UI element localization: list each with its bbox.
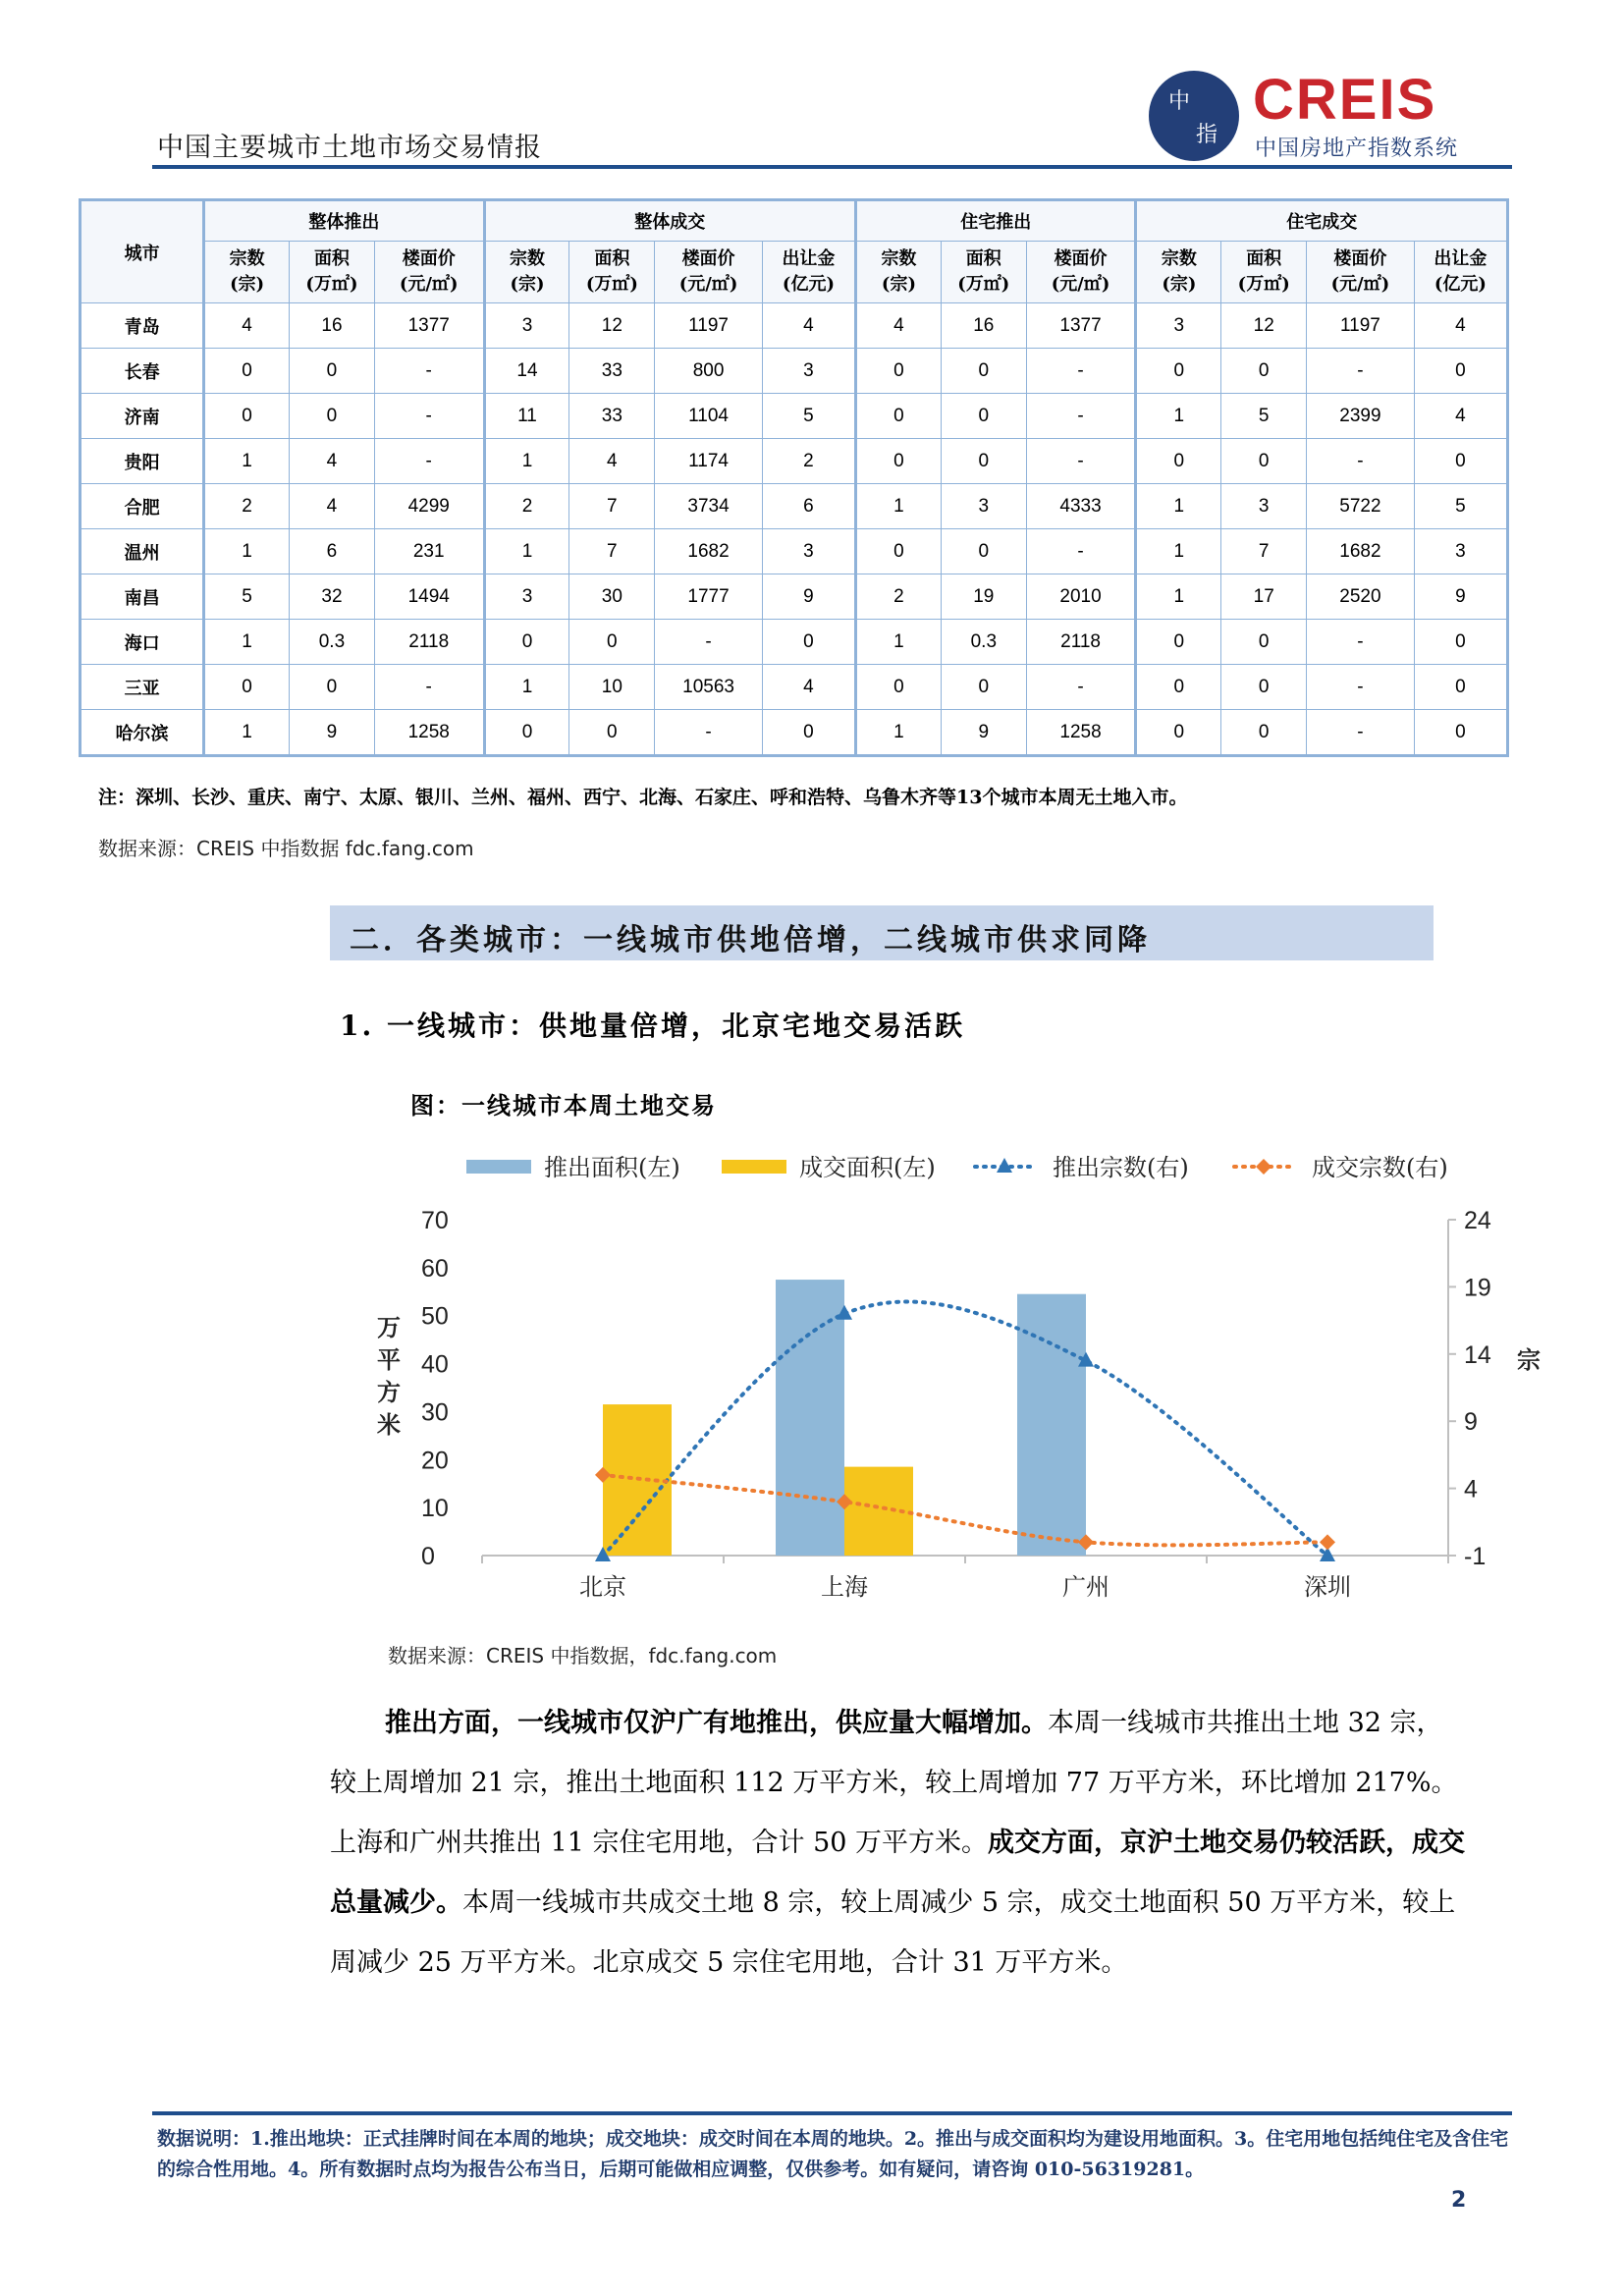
table-cell: 17 [1221, 574, 1307, 620]
table-row [81, 665, 1508, 710]
legend-label: 推出面积(左) [544, 1154, 680, 1181]
table-cell: 2 [856, 574, 942, 620]
table-cell: 3 [762, 349, 855, 394]
table-source: 数据来源：CREIS 中指数据 fdc.fang.com [98, 837, 474, 860]
table-row [81, 574, 1508, 620]
row-city: 青岛 [81, 303, 204, 349]
left-tick-label: 20 [421, 1447, 449, 1475]
table-cell: 6 [762, 484, 855, 529]
table-cell: - [1307, 439, 1415, 484]
row-city: 三亚 [81, 665, 204, 710]
table-cell: 0 [1221, 710, 1307, 756]
table-cell: 4299 [374, 484, 484, 529]
table-cell: 0 [941, 665, 1026, 710]
table-row [81, 710, 1508, 756]
header-sub: 面积 (万㎡) [569, 242, 655, 303]
table-cell: 0 [1221, 349, 1307, 394]
table-cell: 4 [762, 303, 855, 349]
table-row [81, 484, 1508, 529]
header-city: 城市 [81, 200, 204, 303]
header-sub: 出让金 (亿元) [762, 242, 855, 303]
table-cell: 1 [1136, 394, 1221, 439]
table-cell: 4 [1414, 394, 1507, 439]
table-cell: 0 [762, 710, 855, 756]
logo-subtitle: 中国房地产指数系统 [1255, 137, 1459, 161]
table-cell: 9 [941, 710, 1026, 756]
table-cell: 2 [484, 484, 569, 529]
table-cell: 2520 [1307, 574, 1415, 620]
table-cell: 0 [941, 529, 1026, 574]
tier1-land-chart [363, 1139, 1561, 1620]
table-cell: 16 [290, 303, 375, 349]
table-cell: 4 [1414, 303, 1507, 349]
x-tick-label: 深圳 [1304, 1573, 1351, 1601]
table-cell: 19 [941, 574, 1026, 620]
table-cell: 1377 [374, 303, 484, 349]
header-sub: 宗数 (宗) [204, 242, 290, 303]
table-cell: 0 [941, 394, 1026, 439]
table-cell: 0 [1414, 665, 1507, 710]
table-cell: 4 [762, 665, 855, 710]
table-cell: 0 [1221, 620, 1307, 665]
x-tick-label: 上海 [821, 1573, 868, 1601]
bar-supply [776, 1280, 844, 1556]
table-cell: 0 [856, 349, 942, 394]
left-axis-title-char: 万 [377, 1313, 401, 1341]
table-cell: 9 [290, 710, 375, 756]
left-tick-label: 70 [421, 1207, 449, 1234]
table-cell: - [1307, 349, 1415, 394]
table-cell: 0 [941, 439, 1026, 484]
table-cell: 9 [762, 574, 855, 620]
header-sub: 出让金 (亿元) [1414, 242, 1507, 303]
header-sub: 楼面价 (元/㎡) [1307, 242, 1415, 303]
table-cell: 5 [204, 574, 290, 620]
legend-swatch [722, 1160, 786, 1174]
table-cell: 1 [1136, 529, 1221, 574]
header-group: 住宅成交 [1136, 200, 1508, 242]
header-group: 整体推出 [204, 200, 484, 242]
table-cell: 1197 [655, 303, 763, 349]
table-cell: 0 [1136, 349, 1221, 394]
table-cell: 1682 [1307, 529, 1415, 574]
page-number: 2 [1451, 2188, 1467, 2213]
left-axis-title-char: 平 [377, 1345, 401, 1374]
left-tick-label: 50 [421, 1302, 449, 1331]
row-city: 哈尔滨 [81, 710, 204, 756]
table-cell: 0 [290, 349, 375, 394]
table-row [81, 349, 1508, 394]
table-cell: - [1307, 620, 1415, 665]
table-cell: 10563 [655, 665, 763, 710]
table-cell: 10 [569, 665, 655, 710]
table-cell: 0 [856, 665, 942, 710]
table-cell: 1 [484, 529, 569, 574]
table-cell: 32 [290, 574, 375, 620]
table-cell: 3 [484, 574, 569, 620]
table-cell: 4 [290, 484, 375, 529]
right-axis-title: 宗 [1517, 1345, 1541, 1374]
table-cell: 3 [941, 484, 1026, 529]
table-note: 注：深圳、长沙、重庆、南宁、太原、银川、兰州、福州、西宁、北海、石家庄、呼和浩特、乌鲁木齐等13个城市本周无土地入市。 [98, 787, 1188, 808]
table-cell: 33 [569, 394, 655, 439]
right-tick-label: 19 [1464, 1274, 1491, 1302]
row-city: 济南 [81, 394, 204, 439]
table-cell: 0 [1136, 665, 1221, 710]
table-cell: 0 [1136, 620, 1221, 665]
logo-wordmark: CREIS [1253, 68, 1437, 132]
table-cell: 0 [1221, 439, 1307, 484]
left-tick-label: 40 [421, 1350, 449, 1379]
table-cell: 1 [204, 620, 290, 665]
header-sub: 楼面价 (元/㎡) [374, 242, 484, 303]
table-cell: 0 [204, 394, 290, 439]
table-cell: 1174 [655, 439, 763, 484]
table-cell: 1 [1136, 484, 1221, 529]
header-sub: 面积 (万㎡) [941, 242, 1026, 303]
point-marker [1320, 1534, 1335, 1550]
table-cell: 4 [290, 439, 375, 484]
table-cell: 231 [374, 529, 484, 574]
header-divider [152, 165, 1512, 169]
table-cell: 1682 [655, 529, 763, 574]
table-cell: 12 [569, 303, 655, 349]
table-cell: 3 [762, 529, 855, 574]
data-notes: 数据说明：1.推出地块：正式挂牌时间在本周的地块；成交地块：成交时间在本周的地块。2。推出与成交面积均为建设用地面积。3。住宅用地包括纯住宅及含住宅的综合性用地。4。所有数据时点均为报告公布当日，后期可能做相应调整，仅供参考。如有疑问，请咨询 010-56319281。 [157, 2128, 1509, 2180]
table-cell: 0 [1414, 349, 1507, 394]
table-cell: - [1307, 665, 1415, 710]
table-cell: 5 [1414, 484, 1507, 529]
table-cell: 1104 [655, 394, 763, 439]
row-city: 南昌 [81, 574, 204, 620]
header-group: 整体成交 [484, 200, 855, 242]
table-cell: 1 [856, 484, 942, 529]
table-cell: 0 [762, 620, 855, 665]
left-tick-label: 30 [421, 1398, 449, 1427]
creis-logo [1149, 67, 1492, 165]
table-cell: 6 [290, 529, 375, 574]
legend-marker [1256, 1159, 1271, 1175]
table-cell: 0 [204, 349, 290, 394]
table-cell: 800 [655, 349, 763, 394]
table-cell: 1377 [1026, 303, 1136, 349]
table-cell: 2399 [1307, 394, 1415, 439]
table-cell: - [374, 349, 484, 394]
table-cell: 2 [762, 439, 855, 484]
legend-label: 成交宗数(右) [1312, 1154, 1448, 1181]
table-cell: 3 [484, 303, 569, 349]
table-cell: 0 [856, 439, 942, 484]
row-city: 长春 [81, 349, 204, 394]
series-line-deal-count [603, 1475, 1327, 1545]
table-header [81, 200, 1508, 303]
table-cell: - [374, 439, 484, 484]
header-group: 住宅推出 [856, 200, 1136, 242]
table-cell: 3 [1221, 484, 1307, 529]
table-cell: 12 [1221, 303, 1307, 349]
table-cell: 11 [484, 394, 569, 439]
table-cell: 0 [1414, 710, 1507, 756]
right-tick-label: 4 [1464, 1475, 1478, 1503]
table-cell: 4 [856, 303, 942, 349]
header-sub: 面积 (万㎡) [290, 242, 375, 303]
header-sub: 楼面价 (元/㎡) [1026, 242, 1136, 303]
table-cell: 16 [941, 303, 1026, 349]
table-cell: 7 [569, 529, 655, 574]
left-axis-title-char: 米 [377, 1410, 401, 1439]
table-cell: - [1026, 439, 1136, 484]
table-cell: 0 [569, 620, 655, 665]
table-row [81, 529, 1508, 574]
left-tick-label: 60 [421, 1254, 449, 1283]
right-tick-label: 14 [1464, 1340, 1491, 1369]
table-cell: 2118 [1026, 620, 1136, 665]
table-cell: 0 [1414, 439, 1507, 484]
table-cell: 7 [1221, 529, 1307, 574]
table-cell: 1 [1136, 574, 1221, 620]
analysis-paragraph: 推出方面，一线城市仅沪广有地推出，供应量大幅增加。本周一线城市共推出土地 32 宗，较上周增加 21 宗，推出土地面积 112 万平方米，较上周增加 77 万平方米，环比增加 217%。上海和广州共推出 11 宗住宅用地，合计 50 万平方米。成交方面，京沪土地交易仍较活跃，成交总量减少。本周一线城市共成交土地 8 宗，较上周减少 5 宗，成交土地面积 50 万平方米，较上周减少 25 万平方米。北京成交 5 宗住宅用地，合计 31 万平方米。 [330, 1708, 1466, 1978]
legend-swatch [466, 1160, 531, 1174]
table-row [81, 620, 1508, 665]
header-sub: 楼面价 (元/㎡) [655, 242, 763, 303]
left-tick-label: 0 [421, 1543, 435, 1570]
left-axis-title-char: 方 [377, 1378, 401, 1406]
table-cell: 0 [484, 710, 569, 756]
table-row [81, 394, 1508, 439]
right-tick-label: 9 [1464, 1408, 1478, 1437]
row-city: 温州 [81, 529, 204, 574]
table-row [81, 439, 1508, 484]
table-cell: 1258 [374, 710, 484, 756]
legend-label: 成交面积(左) [799, 1154, 936, 1181]
table-cell: 4333 [1026, 484, 1136, 529]
table-cell: 0 [1414, 620, 1507, 665]
table-cell: 0 [484, 620, 569, 665]
footer-divider [152, 2111, 1512, 2115]
table-cell: 2118 [374, 620, 484, 665]
table-cell: 1494 [374, 574, 484, 620]
table-cell: 2010 [1026, 574, 1136, 620]
left-tick-label: 10 [421, 1495, 449, 1523]
table-cell: 0 [856, 529, 942, 574]
table-cell: 1197 [1307, 303, 1415, 349]
table-cell: - [655, 710, 763, 756]
section-title: 二．各类城市：一线城市供地倍增，二线城市供求同降 [350, 923, 1151, 957]
table-cell: 5722 [1307, 484, 1415, 529]
table-cell: 3734 [655, 484, 763, 529]
table-cell: 7 [569, 484, 655, 529]
table-cell: 3 [1414, 529, 1507, 574]
table-cell: 2 [204, 484, 290, 529]
table-cell: 14 [484, 349, 569, 394]
table-cell: 0 [1136, 439, 1221, 484]
table-cell: - [1026, 529, 1136, 574]
table-cell: - [374, 665, 484, 710]
header-sub: 宗数 (宗) [1136, 242, 1221, 303]
table-cell: - [374, 394, 484, 439]
row-city: 贵阳 [81, 439, 204, 484]
table-cell: 9 [1414, 574, 1507, 620]
table-cell: 3 [1136, 303, 1221, 349]
city-land-table [79, 198, 1509, 757]
figure-title: 图：一线城市本周土地交易 [410, 1091, 717, 1120]
header-sub: 面积 (万㎡) [1221, 242, 1307, 303]
series-line-supply-count [603, 1302, 1327, 1556]
table-cell: 33 [569, 349, 655, 394]
header-sub: 宗数 (宗) [484, 242, 569, 303]
subsection-title: 1. 一线城市：供地量倍增，北京宅地交易活跃 [340, 1010, 965, 1042]
table-cell: - [655, 620, 763, 665]
table-cell: 1 [484, 665, 569, 710]
table-cell: 5 [762, 394, 855, 439]
table-cell: 1258 [1026, 710, 1136, 756]
row-city: 海口 [81, 620, 204, 665]
table-cell: 4 [204, 303, 290, 349]
x-tick-label: 北京 [579, 1573, 626, 1601]
table-cell: 30 [569, 574, 655, 620]
table-cell: 0 [941, 349, 1026, 394]
right-tick-label: -1 [1464, 1543, 1487, 1570]
table-cell: 1 [204, 529, 290, 574]
legend-label: 推出宗数(右) [1053, 1154, 1189, 1181]
table-cell: - [1026, 349, 1136, 394]
table-cell: 0 [856, 394, 942, 439]
right-tick-label: 24 [1464, 1207, 1491, 1234]
table-cell: 1 [856, 620, 942, 665]
chart-source: 数据来源：CREIS 中指数据，fdc.fang.com [388, 1644, 778, 1667]
table-cell: - [1026, 394, 1136, 439]
table-cell: 0 [290, 665, 375, 710]
table-cell: - [1026, 665, 1136, 710]
x-tick-label: 广州 [1062, 1573, 1109, 1601]
table-cell: 1 [204, 710, 290, 756]
table-cell: - [1307, 710, 1415, 756]
row-city: 合肥 [81, 484, 204, 529]
table-cell: 0.3 [290, 620, 375, 665]
table-cell: 1 [204, 439, 290, 484]
table-body [81, 303, 1508, 756]
table-cell: 0 [290, 394, 375, 439]
table-cell: 0 [1136, 710, 1221, 756]
header-sub: 宗数 (宗) [856, 242, 942, 303]
table-row [81, 303, 1508, 349]
table-cell: 1777 [655, 574, 763, 620]
table-cell: 1 [484, 439, 569, 484]
table-cell: 5 [1221, 394, 1307, 439]
table-cell: 1 [856, 710, 942, 756]
table-cell: 0 [204, 665, 290, 710]
table-cell: 4 [569, 439, 655, 484]
logo-emblem: 中 指 [1149, 71, 1239, 161]
table-cell: 0 [569, 710, 655, 756]
report-title: 中国主要城市土地市场交易情报 [157, 133, 542, 163]
table-cell: 0.3 [941, 620, 1026, 665]
table-cell: 0 [1221, 665, 1307, 710]
section-heading [330, 905, 1434, 960]
